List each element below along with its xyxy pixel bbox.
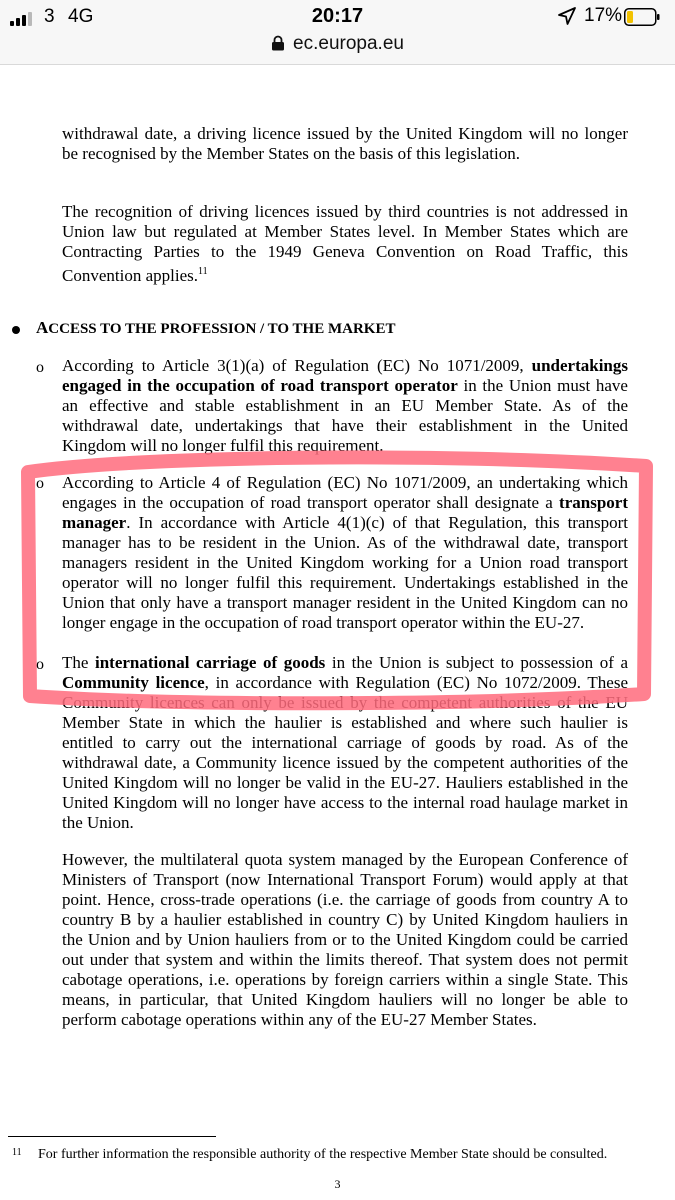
bullet-dot-icon — [12, 326, 20, 334]
page-number: 3 — [334, 1177, 341, 1191]
paragraph-line: Ministers of Transport (now International Transport Forum) would apply at that — [62, 870, 628, 889]
footnote-reference[interactable]: 11 — [197, 266, 208, 277]
battery-icon — [624, 8, 660, 26]
paragraph-line: Union law but regulated at Member States level. In Member States which are — [62, 222, 628, 241]
list-item-line: engaged in the occupation of road transport operator in the Union must have — [62, 376, 628, 395]
list-item-line: manager. In accordance with Article 4(1)(c) of that Regulation, this transport — [62, 513, 628, 532]
list-item-line: United Kingdom will no longer have access to the internal road haulage market in — [62, 793, 628, 812]
list-item-line: managers resident in the United Kingdom working for a Union road transport — [62, 553, 628, 572]
paragraph-line: withdrawal date, a driving licence issued by the United Kingdom will no longer — [62, 124, 628, 143]
list-item-line: According to Article 3(1)(a) of Regulation (EC) No 1071/2009, undertakings — [62, 356, 628, 375]
paragraph-line: means, in particular, that United Kingdom hauliers will no longer be able to — [62, 990, 628, 1009]
list-item-line: Union that only have a transport manager resident in the United Kingdom can no — [62, 593, 628, 612]
section-heading: ACCESS TO THE PROFESSION / TO THE MARKET — [36, 318, 396, 337]
paragraph-line: out under that system and within the limits thereof. That system does not permit — [62, 950, 628, 969]
paragraph-line — [62, 262, 628, 285]
document-page — [0, 64, 675, 1200]
sub-bullet-icon: o — [36, 359, 44, 376]
list-item-line: manager has to be resident in the Union. As of the withdrawal date, transport — [62, 533, 628, 552]
carrier-name: 3 — [44, 6, 55, 27]
paragraph-line: perform cabotage operations within any of the EU-27 Member States. — [62, 1010, 537, 1029]
list-item-line: operator will no longer fulfil this requirement. Undertakings established in the — [62, 573, 628, 592]
battery-fill — [627, 11, 633, 23]
clock: 20:17 — [311, 5, 364, 27]
footnote-text: For further information the responsible authority of the respective Member State should be consulted. — [38, 1147, 608, 1162]
paragraph-line: be recognised by the Member States on the basis of this legislation. — [62, 144, 520, 163]
list-item-line: United Kingdom will no longer be valid in the EU-27. Hauliers established in the — [62, 773, 628, 792]
sub-bullet-icon: o — [36, 475, 44, 492]
list-item-line: withdrawal date, a Community licence issued by the competent authorities of the — [62, 753, 628, 772]
list-item-line: entitled to carry out the international carriage of goods by road. As of the — [62, 733, 628, 752]
list-item-line: an effective and stable establishment in an EU Member State. As of the — [62, 396, 628, 415]
list-item-line: According to Article 4 of Regulation (EC) No 1071/2009, an undertaking which — [62, 473, 628, 492]
list-item-line: Member State in which the haulier is established and where such haulier is — [62, 713, 628, 732]
list-item-line: Community licences can only be issued by the competent authorities of the EU — [62, 693, 628, 712]
network-type: 4G — [68, 6, 94, 27]
paragraph-line: However, the multilateral quota system managed by the European Conference of — [62, 850, 628, 869]
list-item-line: engages in the occupation of road transport operator shall designate a transport — [62, 493, 628, 512]
address-bar[interactable] — [0, 33, 675, 55]
paragraph-line: point. Hence, cross-trade operations (i.e. the carriage of goods from country A to — [62, 890, 628, 909]
url-text: ec.europa.eu — [293, 33, 404, 54]
paragraph-line: The recognition of driving licences issued by third countries is not addressed in — [62, 202, 628, 221]
battery-percent: 17% — [584, 5, 623, 26]
list-item-line: Kingdom will no longer fulfil this requirement. — [62, 436, 384, 455]
paragraph-line: the Union and by Union hauliers from or to the United Kingdom could be carried — [62, 930, 628, 949]
paragraph-line: country B by a haulier established in country C) by United Kingdom hauliers in — [62, 910, 628, 929]
status-bar — [0, 0, 675, 65]
list-item-line: The international carriage of goods in the Union is subject to possession of a — [62, 653, 628, 672]
list-item-line: withdrawal date, undertakings that have their establishment in the United — [62, 416, 628, 435]
location-arrow-icon — [556, 6, 578, 26]
paragraph-line: cabotage operations, i.e. operations by foreign carriers within a single State. This — [62, 970, 628, 989]
list-item-line: longer engage in the occupation of road transport operator within the EU-27. — [62, 613, 585, 632]
footnote-number: 11 — [12, 1147, 22, 1158]
sub-bullet-icon: o — [36, 656, 44, 673]
paragraph-line: Contracting Parties to the 1949 Geneva Convention on Road Traffic, this — [62, 242, 628, 261]
footnote-divider — [8, 1136, 216, 1137]
list-item-line: the Union. — [62, 813, 134, 832]
paragraph-text: Convention applies. — [62, 266, 198, 285]
list-item-line: Community licence, in accordance with Regulation (EC) No 1072/2009. These — [62, 673, 628, 692]
lock-icon — [271, 35, 285, 51]
